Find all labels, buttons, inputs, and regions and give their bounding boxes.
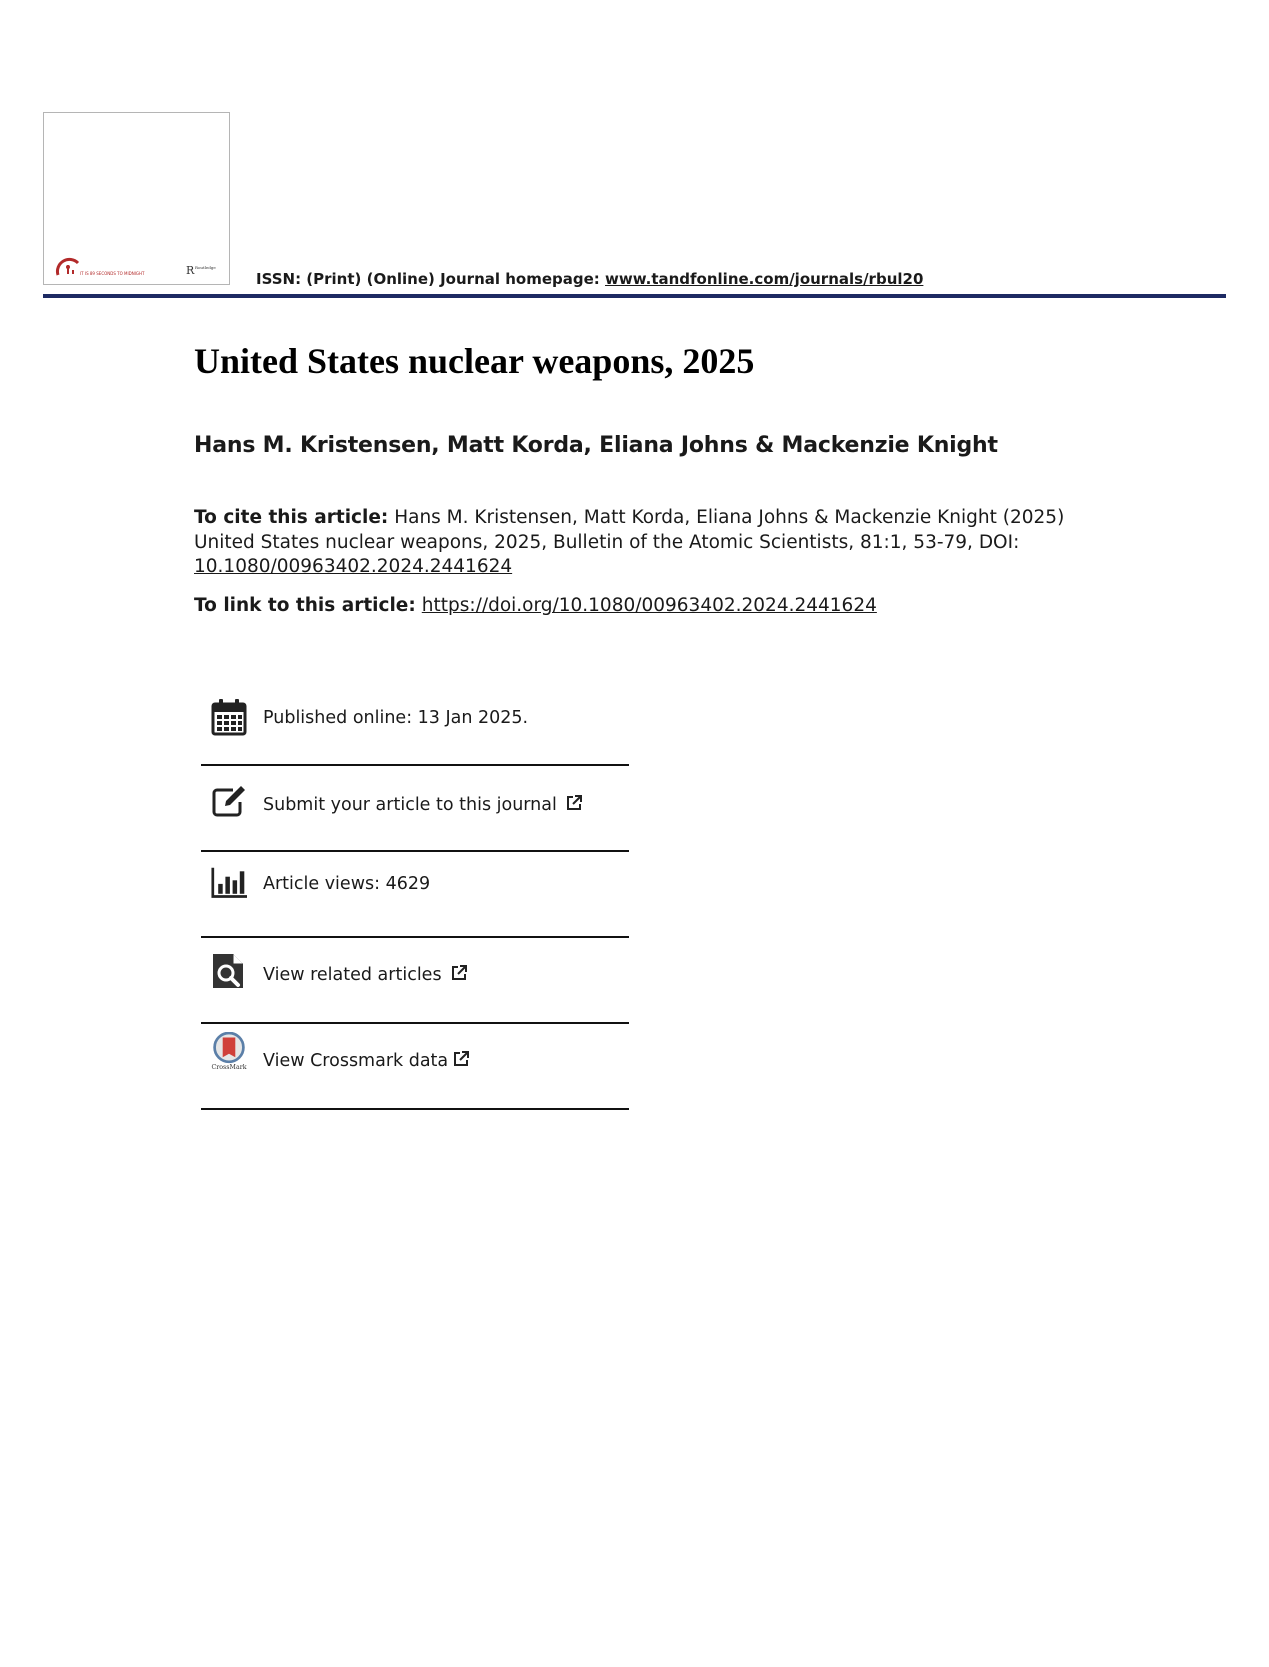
citation-doi-link[interactable]: 10.1080/00963402.2024.2441624: [194, 556, 513, 577]
related-articles-link[interactable]: View related articles: [263, 964, 468, 985]
submit-article-link[interactable]: Submit your article to this journal: [263, 794, 583, 815]
article-authors: Hans M. Kristensen, Matt Korda, Eliana Johns & Mackenzie Knight: [194, 433, 998, 458]
edit-icon: [211, 782, 247, 820]
info-divider: [201, 1108, 629, 1110]
crossmark-row[interactable]: [201, 1024, 629, 1110]
article-link-label: To link to this article:: [194, 595, 416, 616]
article-link-line: [194, 595, 877, 616]
crossmark-icon: [211, 1032, 247, 1070]
issn-text: ISSN: (Print) (Online) Journal homepage:: [256, 270, 606, 288]
article-doi-url[interactable]: https://doi.org/10.1080/00963402.2024.2441624: [421, 595, 877, 616]
calendar-icon: [211, 698, 247, 736]
citation-line-1: Hans M. Kristensen, Matt Korda, Eliana Johns & Mackenzie Knight (2025): [388, 507, 1065, 528]
article-title: United States nuclear weapons, 2025: [194, 341, 755, 381]
submit-article-row[interactable]: [201, 766, 629, 852]
search-document-icon: [211, 952, 247, 990]
citation-block: [194, 506, 1094, 580]
published-online-label: Published online: 13 Jan 2025.: [263, 708, 529, 728]
routledge-logo: R Routledge: [186, 264, 216, 277]
article-views-row: [201, 852, 629, 938]
published-online-row: [201, 680, 629, 766]
external-link-icon: [452, 1050, 470, 1068]
article-views-label: Article views: 4629: [263, 874, 431, 894]
crossmark-link[interactable]: View Crossmark data: [263, 1050, 470, 1071]
header-rule: [43, 294, 1226, 298]
citation-line-2: United States nuclear weapons, 2025, Bulletin of the Atomic Scientists, 81:1, 53-79, DOI:: [194, 531, 1020, 553]
issn-line: [256, 270, 923, 288]
citation-label: To cite this article:: [194, 507, 389, 528]
cover-tagline: IT IS 89 SECONDS TO MIDNIGHT: [80, 271, 145, 276]
related-articles-row[interactable]: [201, 938, 629, 1024]
journal-homepage-link[interactable]: www.tandfonline.com/journals/rbul20: [605, 270, 924, 288]
cover-baseline: [43, 284, 229, 285]
bar-chart-icon: [211, 864, 247, 902]
external-link-icon: [450, 964, 468, 982]
journal-cover[interactable]: [43, 112, 230, 285]
external-link-icon: [565, 794, 583, 812]
svg-text:CrossMark: CrossMark: [211, 1064, 247, 1070]
